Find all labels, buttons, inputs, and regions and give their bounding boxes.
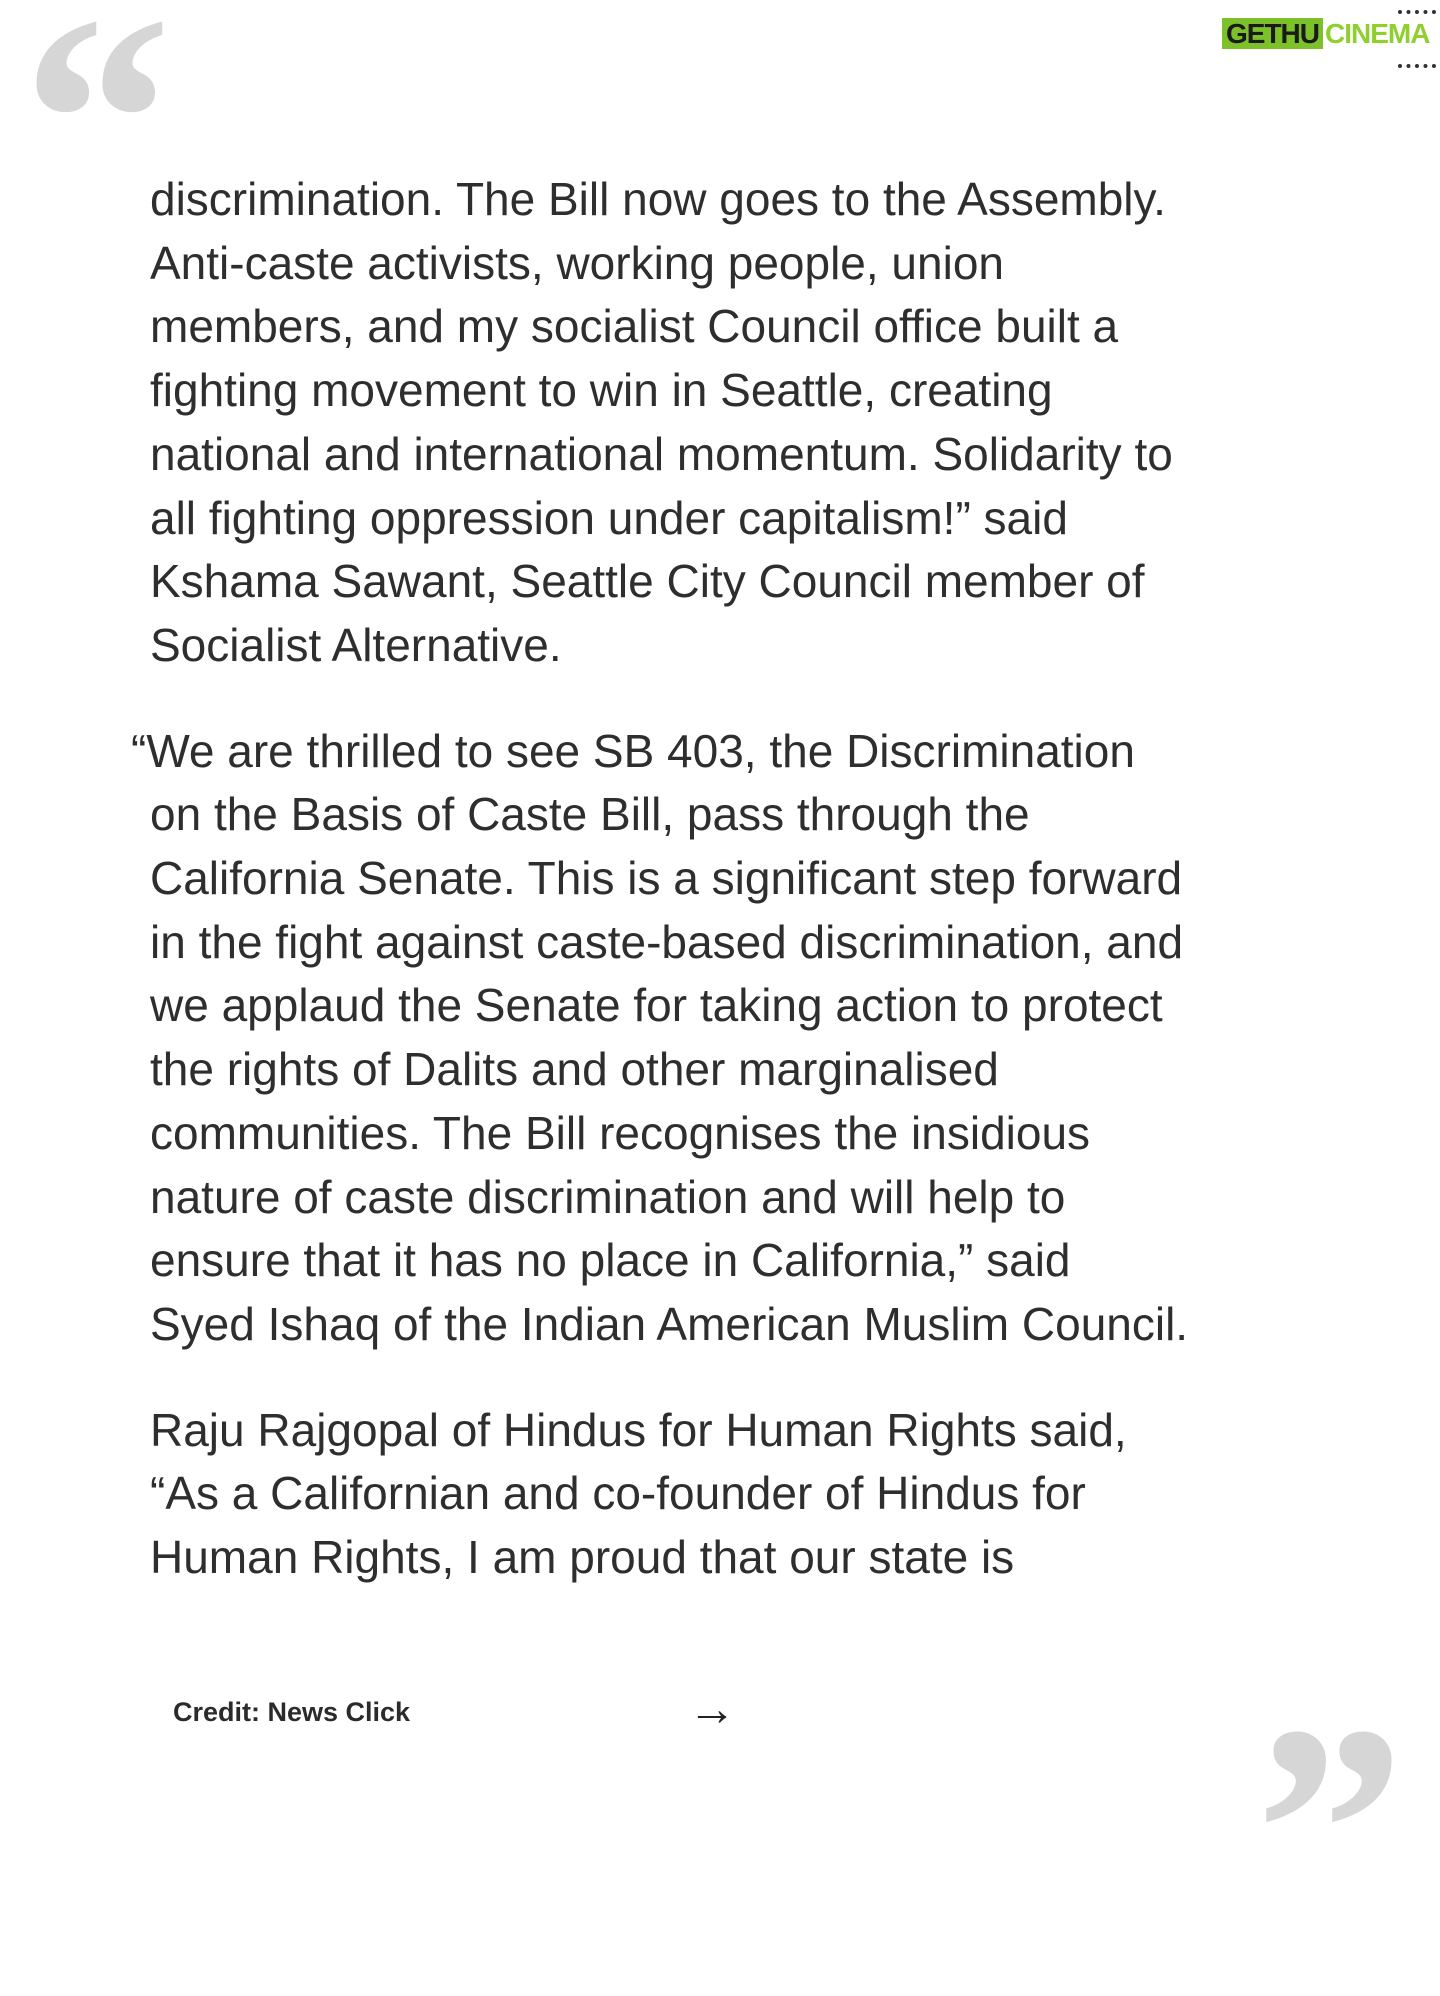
film-strip-icon [1398, 10, 1436, 68]
paragraph-sawant-quote: discrimination. The Bill now goes to the Assembly. Anti-caste activists, working people, union members, and my socialist Council office built a fighting movement to win in Seattle, creating national and international momentum. Solidarity to all fighting oppression under capitalism!” said Kshama Sawant, Seattle City Council member of Socialist Alternative. [150, 173, 1173, 671]
gethu-cinema-logo [1220, 6, 1440, 64]
next-arrow-icon[interactable]: → [688, 1683, 736, 1736]
open-quote-mark: “ [22, 0, 172, 286]
logo-part-gethu: GETHU [1222, 18, 1323, 49]
logo-part-cinema: CINEMA [1325, 18, 1430, 49]
paragraph-ishaq-quote: “We are thrilled to see SB 403, the Discrimination on the Basis of Caste Bill, pass through the California Senate. This is a significant step forward in the fight against caste-based discrimination, and we applaud the Senate for taking action to protect the rights of Dalits and other marginalised communities. The Bill recognises the insidious nature of caste discrimination and will help to ensure that it has no place in California,” said Syed Ishaq of the Indian American Muslim Council. [131, 724, 1189, 1350]
footer [173, 1683, 773, 1736]
close-quote-mark: ” [1255, 1664, 1405, 1996]
paragraph-rajgopal-quote: Raju Rajgopal of Hindus for Human Rights said, “As a Californian and co-founder of Hindus for Human Rights, I am proud that our state is [150, 1403, 1127, 1584]
credit-text: Credit: News Click [173, 1697, 411, 1727]
article-body [131, 168, 1280, 1590]
